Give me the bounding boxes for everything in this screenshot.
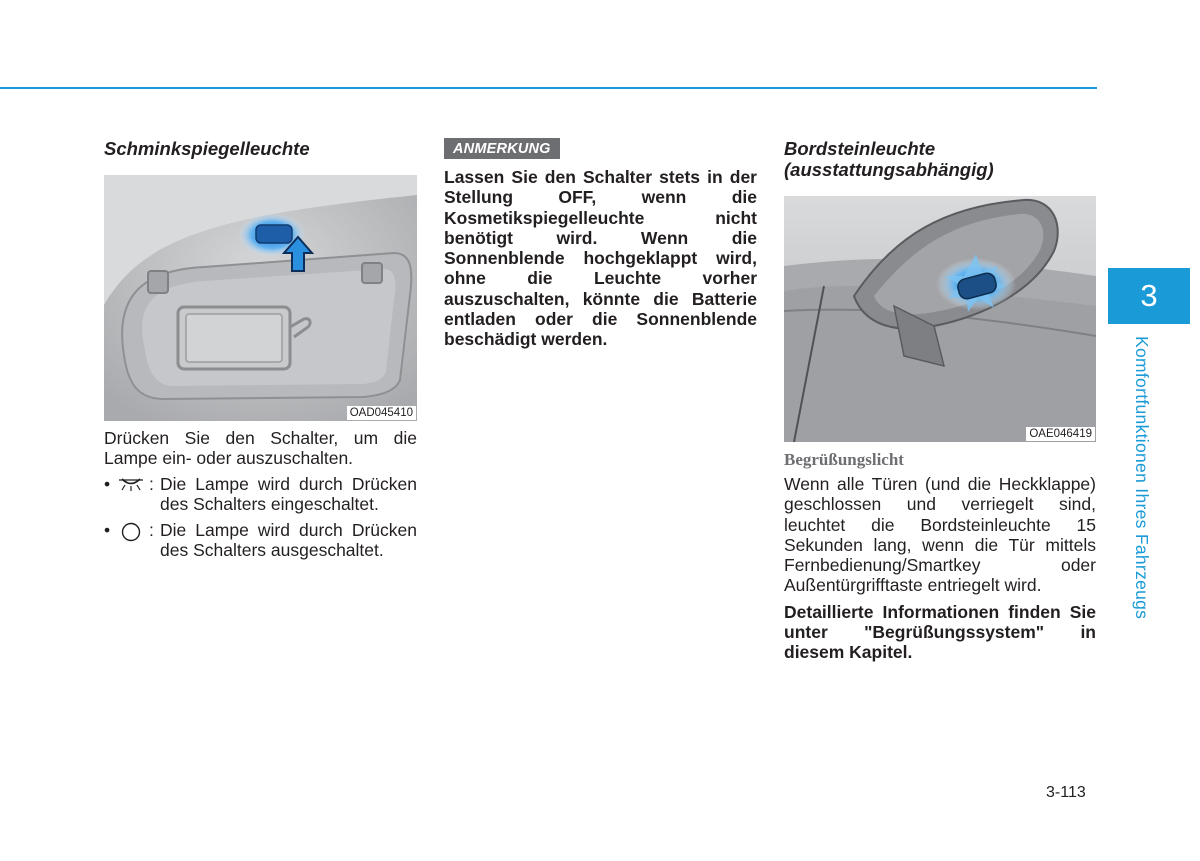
bullet-lamp-on [104,474,417,515]
puddle-lamp-illustration [784,196,1096,442]
vanity-lamp-intro: Drücken Sie den Schalter, um die Lampe ein- oder auszuschalten. [104,428,417,469]
page-number: 3-113 [1046,784,1086,801]
puddle-lamp-body: Wenn alle Türen (und die Heckklappe) geschlossen und verriegelt sind, leuchtet die Bordsteinleuchte 15 Sekunden lang, wenn die Tür mittels Fernbedienung/Smartkey oder Außentürgrifftaste entriegelt wird. [784,474,1096,596]
lamp-off-icon [117,522,145,546]
section-title-puddle-lamp [784,138,1096,180]
note-text: Lassen Sie den Schalter stets in der Stellung OFF, wenn die Kosmetikspiegelleuchte nicht benötigt wird. Wenn die Sonnenblende hochgeklappt wird, ohne die Leuchte vorher auszuschalten, könnte die Batterie entladen oder die Sonnenblende beschädigt werden. [444,167,757,350]
bullet-lamp-off [104,520,417,561]
bullet-colon: : [149,520,154,541]
vanity-mirror-figure [104,175,417,421]
chapter-number: 3 [1140,278,1158,313]
bullet-lamp-off-text: Die Lampe wird durch Drücken des Schalters ausgeschaltet. [160,520,417,561]
note-badge: ANMERKUNG [444,138,560,159]
right-column [784,138,1096,663]
top-rule [0,87,1097,89]
section-title-line1: Bordsteinleuchte [784,138,936,159]
section-title-line2: (ausstattungsabhängig) [784,159,994,180]
lamp-on-icon [117,476,145,496]
chapter-tab [1108,268,1190,324]
figure-code-right: OAE046419 [1026,427,1095,441]
bullet-colon: : [149,473,154,494]
middle-column [444,138,757,350]
puddle-lamp-reference: Detaillierte Informationen finden Sie unter "Begrüßungssystem" in diesem Kapitel. [784,601,1096,663]
section-title-vanity-lamp: Schminkspiegelleuchte [104,138,310,159]
left-column [104,138,417,561]
figure-code-left: OAD045410 [347,406,416,420]
subheading-welcome-light: Begrüßungslicht [784,450,904,469]
chapter-title: Komfortfunktionen Ihres Fahrzeugs [1132,336,1152,620]
bullet-lamp-on-text: Die Lampe wird durch Drücken des Schalters eingeschaltet. [160,473,417,514]
vanity-mirror-illustration [104,175,417,421]
bullet-dot: • [104,520,111,541]
puddle-lamp-figure [784,196,1096,442]
bullet-dot: • [104,473,111,494]
